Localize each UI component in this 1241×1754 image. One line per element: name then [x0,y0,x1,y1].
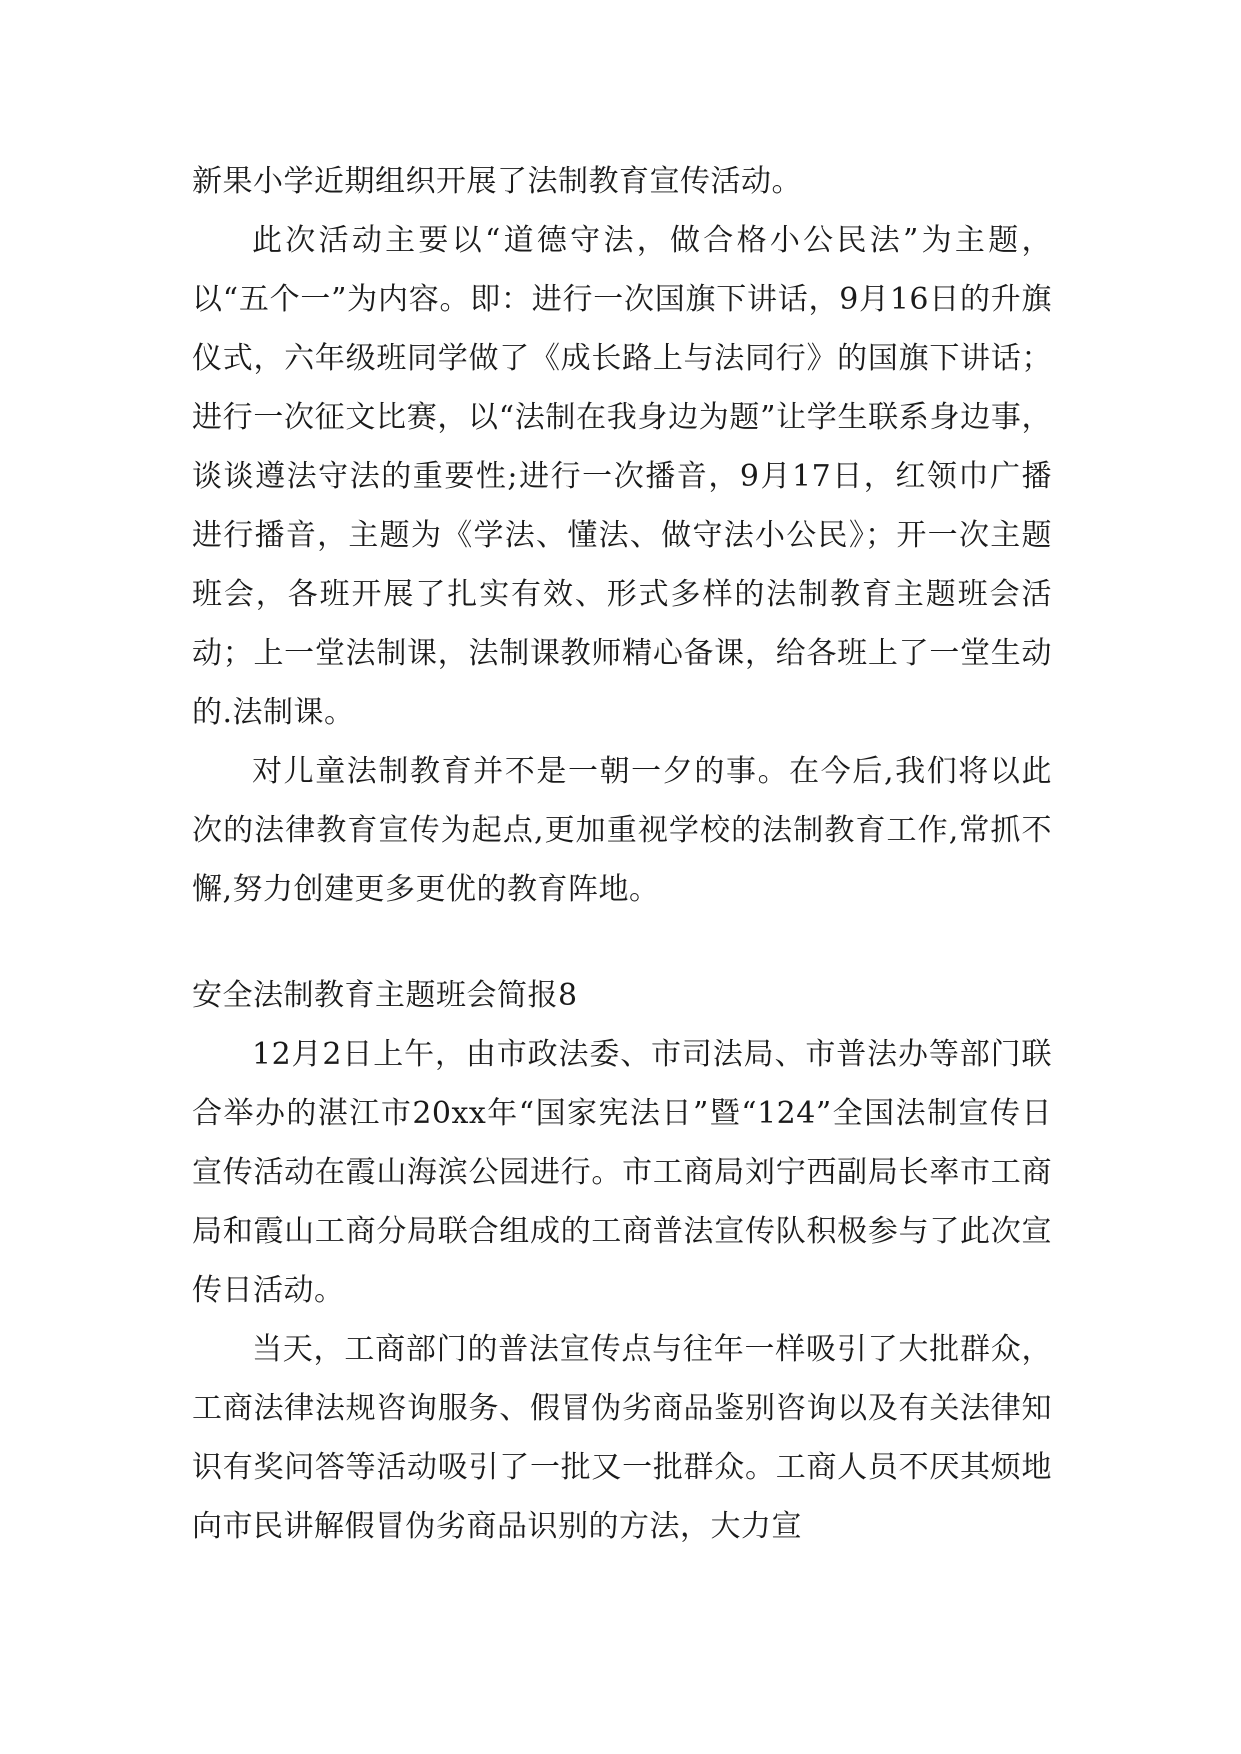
section-heading: 安全法制教育主题班会简报8 [192,978,578,1013]
paragraph-activity: 此次活动主要以“道德守法，做合格小公民法”为主题，以“五个一”为内容。即：进行一次国旗下讲话，9月16日的升旗仪式，六年级班同学做了《成长路上与法同行》的国旗下讲话；进行一次征文比赛，以“法制在我身边为题”让学生联系身边事，谈谈遵法守法的重要性;进行一次播音，9月17日，红领巾广播进行播音，主题为《学法、懂法、做守法小公民》；开一次主题班会，各班开展了扎实有效、形式多样的法制教育主题班会活动；上一堂法制课，法制课教师精心备课，给各班上了一堂生动的.法制课。 [192,223,1052,730]
paragraph-intro: 新果小学近期组织开展了法制教育宣传活动。 [192,164,802,199]
paragraph-event: 12月2日上午，由市政法委、市司法局、市普法办等部门联合举办的湛江市20xx年“国家宪法日”暨“124”全国法制宣传日宣传活动在霞山海滨公园进行。市工商局刘宁西副局长率市工商局和霞山工商分局联合组成的工商普法宣传队积极参与了此次宣传日活动。 [192,1037,1052,1308]
paragraph-conclusion: 对儿童法制教育并不是一朝一夕的事。在今后,我们将以此次的法律教育宣传为起点,更加重视学校的法制教育工作,常抓不懈,努力创建更多更优的教育阵地。 [192,754,1052,907]
section-a [192,152,1052,919]
paragraph-day: 当天，工商部门的普法宣传点与往年一样吸引了大批群众，工商法律法规咨询服务、假冒伪劣商品鉴别咨询以及有关法律知识有奖问答等活动吸引了一批又一批群众。工商人员不厌其烦地向市民讲解假冒伪劣商品识别的方法，大力宣 [192,1332,1052,1544]
section-b [192,966,1052,1556]
